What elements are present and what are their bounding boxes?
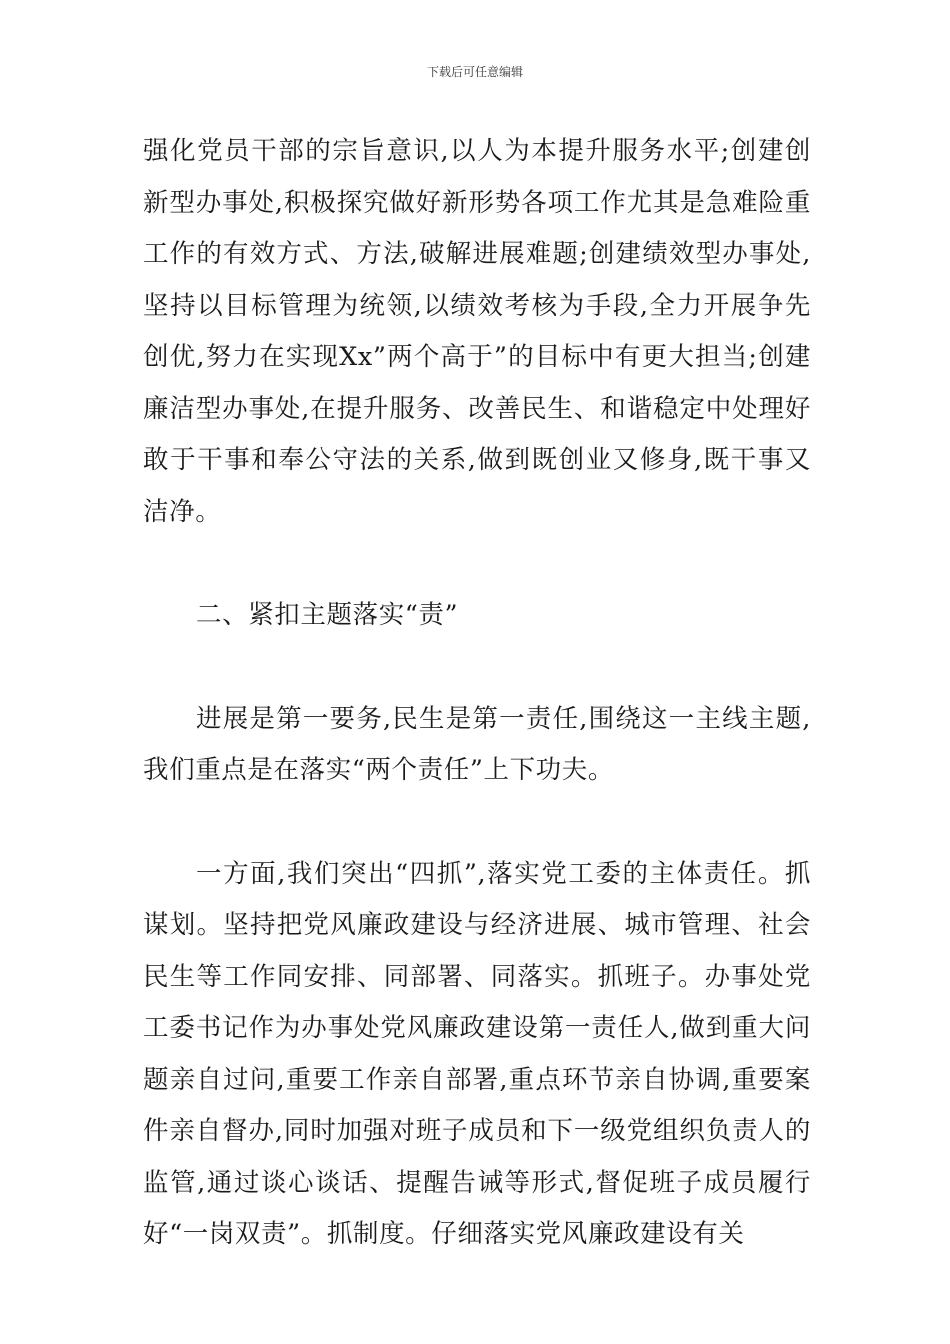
- page-header: 下载后可任意编辑: [426, 65, 523, 79]
- paragraph-continuation: 强化党员干部的宗旨意识,以人为本提升服务水平;创建创新型办事处,积极探究做好新形势各项工作尤其是急难险重工作的有效方式、方法,破解进展难题;创建绩效型办事处,坚持以目标管理为统领,以绩效考核为手段,全力开展争先创优,努力在实现Xx”两个高于”的目标中有更大担当;创建廉洁型办事处,在提升服务、改善民生、和谐稳定中处理好敢于干事和奉公守法的关系,做到既创业又修身,既干事又洁净。: [143, 136, 811, 527]
- document-body: [143, 126, 811, 1261]
- paragraph-main-responsibility: 一方面,我们突出“四抓”,落实党工委的主体责任。抓谋划。坚持把党风廉政建设与经济进展、城市管理、社会民生等工作同安排、同部署、同落实。抓班子。办事处党工委书记作为办事处党风廉政建设第一责任人,做到重大问题亲自过问,重要工作亲自部署,重点环节亲自协调,重要案件亲自督办,同时加强对班子成员和下一级党组织负责人的监管,通过谈心谈话、提醒告诫等形式,督促班子成员履行好“一岗双责”。抓制度。仔细落实党风廉政建设有关: [143, 858, 811, 1249]
- section-heading: 二、紧扣主题落实“责”: [196, 600, 459, 630]
- paragraph-intro: 进展是第一要务,民生是第一责任,围绕这一主线主题,我们重点是在落实“两个责任”上下功夫。: [143, 703, 811, 785]
